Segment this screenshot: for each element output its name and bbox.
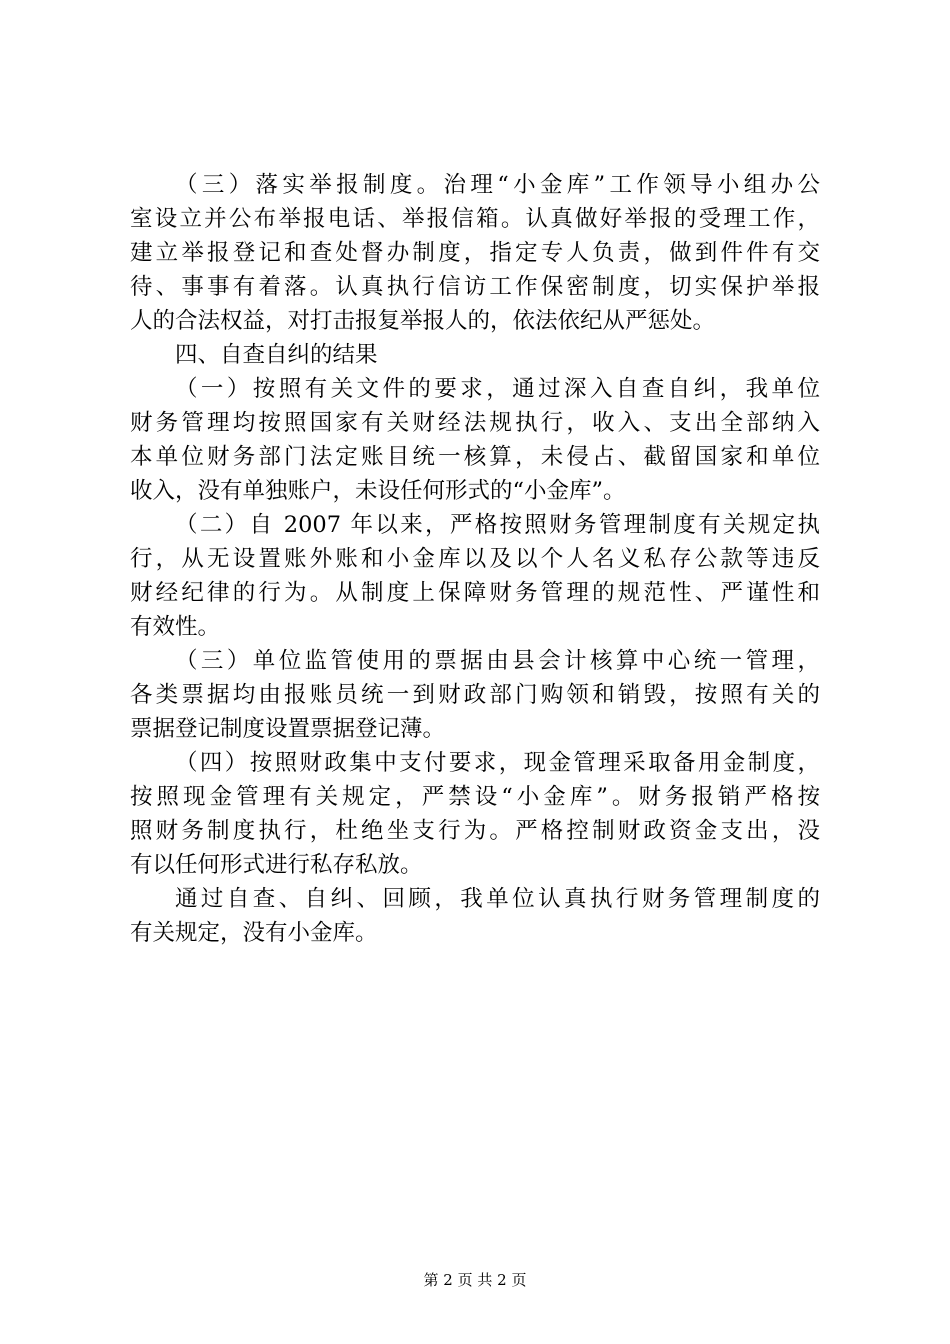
paragraph-line: 照财务制度执行，杜绝坐支行为。严格控制财政资金支出，没 — [130, 818, 820, 844]
paragraph-line: 通过自查、自纠、回顾，我单位认真执行财务管理制度的 — [175, 886, 820, 912]
paragraph-line: （三）落实举报制度。治理“小金库”工作领导小组办公 — [175, 172, 820, 198]
paragraph-line: 建立举报登记和查处督办制度，指定专人负责，做到件件有交 — [130, 240, 820, 266]
paragraph-line: 人的合法权益，对打击报复举报人的，依法依纪从严惩处。 — [130, 308, 716, 334]
paragraph-line: 各类票据均由报账员统一到财政部门购领和销毁，按照有关的 — [130, 682, 820, 708]
paragraph-line: 收入，没有单独账户，未设任何形式的“小金库”。 — [130, 478, 626, 504]
document-body — [130, 168, 820, 950]
paragraph-line: （一）按照有关文件的要求，通过深入自查自纠，我单位 — [175, 376, 820, 402]
page-footer: 第 2 页 共 2 页 — [423, 1271, 527, 1289]
paragraph-line: （三）单位监管使用的票据由县会计核算中心统一管理， — [175, 648, 820, 674]
paragraph-line: 有关规定，没有小金库。 — [130, 920, 378, 946]
paragraph-line: 财务管理均按照国家有关财经法规执行，收入、支出全部纳入 — [130, 410, 820, 436]
paragraph-line: 按照现金管理有关规定，严禁设“小金库”。财务报销严格按 — [130, 784, 820, 810]
paragraph-line: 室设立并公布举报电话、举报信箱。认真做好举报的受理工作， — [130, 206, 820, 232]
paragraph-line: （二）自 2007 年以来，严格按照财务管理制度有关规定执 — [175, 512, 820, 538]
paragraph-line: （四）按照财政集中支付要求，现金管理采取备用金制度， — [175, 750, 820, 776]
paragraph-line: 有以任何形式进行私存私放。 — [130, 852, 423, 878]
paragraph-line: 本单位财务部门法定账目统一核算，未侵占、截留国家和单位 — [130, 444, 820, 470]
paragraph-line: 有效性。 — [130, 614, 221, 640]
paragraph-line: 待、事事有着落。认真执行信访工作保密制度，切实保护举报 — [130, 274, 820, 300]
paragraph-line: 票据登记制度设置票据登记薄。 — [130, 716, 446, 742]
paragraph-line: 行，从无设置账外账和小金库以及以个人名义私存公款等违反 — [130, 546, 820, 572]
section-heading: 四、自查自纠的结果 — [175, 342, 378, 368]
paragraph-line: 财经纪律的行为。从制度上保障财务管理的规范性、严谨性和 — [130, 580, 820, 606]
